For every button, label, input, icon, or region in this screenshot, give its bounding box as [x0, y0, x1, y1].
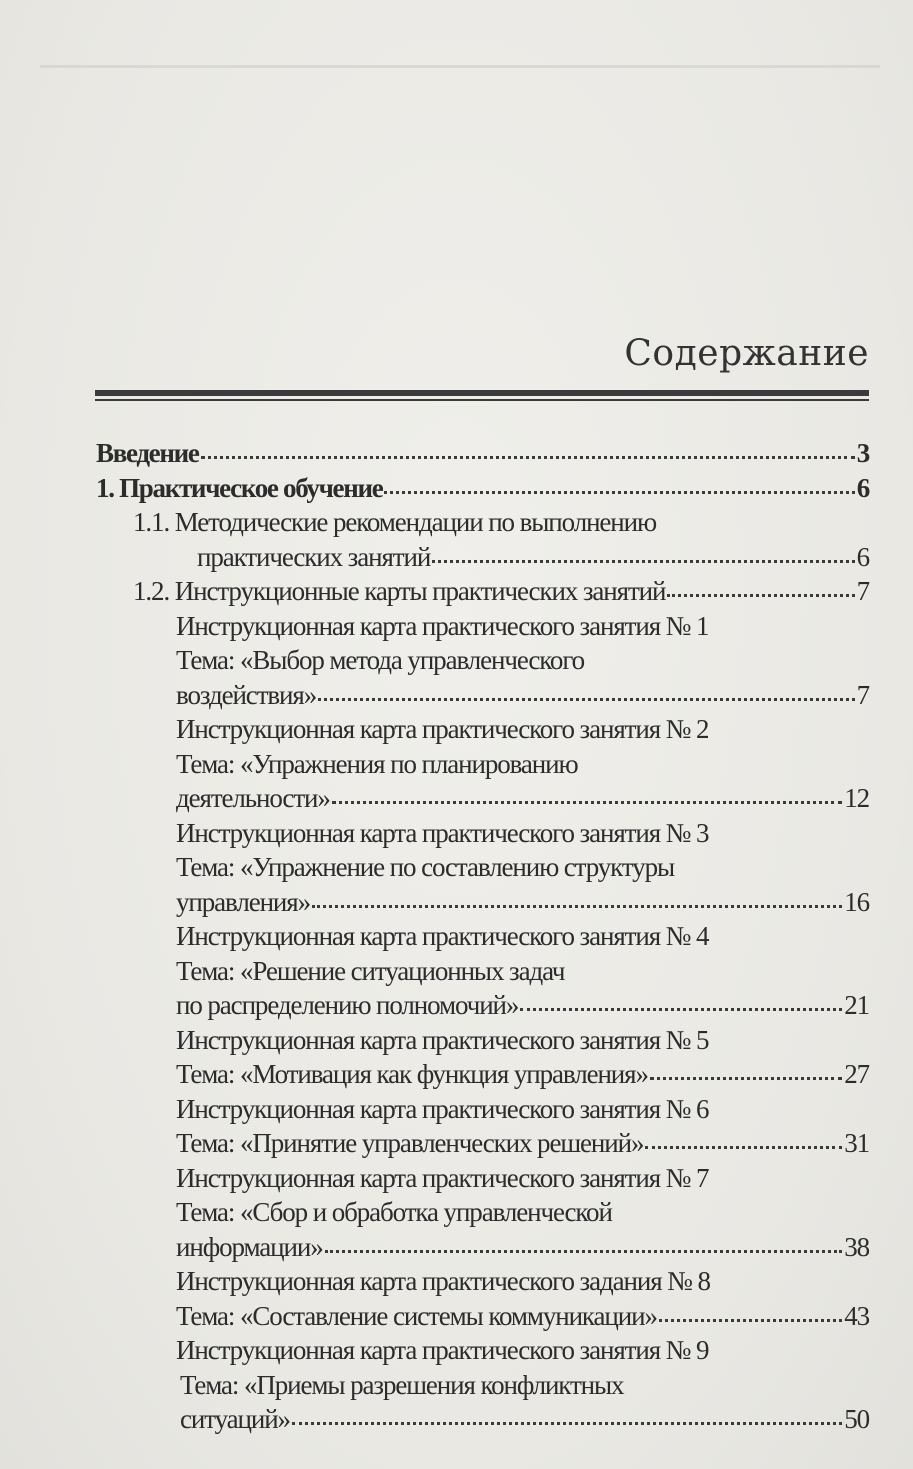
toc-entry[interactable] [96, 988, 869, 1023]
leader-dots [384, 491, 854, 494]
leader-dots [332, 801, 842, 804]
toc-entry-text: Тема: «Принятие управленческих решений» [176, 1128, 644, 1158]
toc-entry[interactable] [96, 678, 869, 713]
toc-entry[interactable] [96, 1126, 869, 1161]
toc-entry-text: Тема: «Составление системы коммуникации» [176, 1300, 657, 1331]
title-rule-thin [95, 399, 869, 401]
toc-entry-text: информации» [176, 1231, 323, 1262]
toc-entry[interactable] [96, 850, 869, 885]
toc-entry-text: Тема: «Мотивация как функция управления» [176, 1059, 648, 1089]
toc-page-number: 38 [844, 1231, 869, 1262]
leader-dots [645, 1146, 842, 1149]
toc-entry[interactable] [96, 816, 869, 851]
toc-entry-text: Инструкционная карта практического занятия № 4 [176, 921, 709, 951]
toc-entry-text: 1. Практическое обучение [96, 472, 383, 503]
toc-entry-text: 1.1. Методические рекомендации по выполнению [133, 507, 657, 537]
toc-page-number: 50 [844, 1404, 869, 1434]
toc-page-number: 6 [856, 541, 869, 572]
toc-entry[interactable] [96, 505, 869, 540]
toc-entry[interactable] [96, 643, 869, 678]
toc-entry-text: Тема: «Выбор метода управленческого [176, 645, 585, 675]
toc-entry[interactable] [96, 471, 869, 506]
toc-page-number: 27 [844, 1059, 869, 1089]
toc-entry[interactable] [96, 1264, 869, 1299]
toc-entry[interactable] [96, 1092, 869, 1127]
title-rule-thick [95, 390, 869, 396]
toc-entry[interactable] [96, 747, 869, 782]
toc-page-number: 16 [844, 886, 869, 917]
leader-dots [650, 1077, 842, 1080]
toc-entry[interactable] [96, 1368, 869, 1403]
leader-dots [325, 1250, 843, 1253]
leader-dots [292, 1422, 842, 1425]
toc-entry-text: Инструкционная карта практического занятия № 6 [176, 1093, 709, 1124]
toc-entry[interactable] [96, 609, 869, 644]
leader-dots [667, 594, 854, 597]
toc-entry-text: Тема: «Решение ситуационных задач [176, 955, 565, 986]
toc-entry[interactable] [96, 1299, 869, 1334]
table-of-contents [96, 436, 869, 1437]
toc-page-number: 21 [844, 990, 869, 1020]
toc-page-number: 12 [844, 783, 869, 813]
toc-entry-text: Инструкционная карта практического задания № 8 [176, 1266, 710, 1296]
toc-entry-text: по распределению полномочий» [176, 990, 519, 1020]
toc-page-number: 6 [856, 472, 869, 503]
toc-entry[interactable] [96, 781, 869, 816]
toc-entry[interactable] [96, 712, 869, 747]
toc-entry-text: Введение [96, 438, 199, 468]
page-title: Содержание [624, 333, 869, 374]
toc-entry-text: Тема: «Приемы разрешения конфликтных [180, 1369, 624, 1400]
leader-dots [432, 560, 854, 563]
leader-dots [520, 1008, 842, 1011]
toc-entry-text: Инструкционная карта практического занятия № 7 [176, 1162, 709, 1193]
toc-page-number: 7 [856, 576, 869, 606]
leader-dots [318, 698, 854, 701]
toc-entry-text: Тема: «Упражнение по составлению структуры [176, 852, 675, 882]
toc-entry[interactable] [96, 540, 869, 575]
leader-dots [659, 1319, 842, 1322]
toc-entry[interactable] [96, 919, 869, 954]
toc-entry-text: Тема: «Упражнения по планированию [176, 748, 578, 779]
toc-entry[interactable] [96, 1161, 869, 1196]
toc-entry-text: Инструкционная карта практического занятия № 2 [176, 714, 709, 744]
toc-entry-text: Тема: «Сбор и обработка управленческой [176, 1197, 612, 1227]
toc-entry-text: ситуаций» [180, 1404, 290, 1434]
toc-entry[interactable] [96, 954, 869, 989]
leader-dots [312, 905, 842, 908]
toc-page-number: 7 [856, 679, 869, 710]
toc-entry-text: деятельности» [176, 783, 330, 813]
toc-entry[interactable] [96, 436, 869, 471]
toc-entry-text: Инструкционная карта практического занятия № 5 [176, 1024, 709, 1055]
toc-entry-text: воздействия» [176, 679, 317, 710]
toc-entry-text: управления» [176, 886, 311, 917]
toc-entry[interactable] [96, 574, 869, 609]
toc-entry[interactable] [96, 1023, 869, 1058]
toc-entry[interactable] [96, 885, 869, 920]
toc-entry[interactable] [96, 1195, 869, 1230]
toc-entry-text: Инструкционная карта практического занятия № 1 [176, 610, 709, 641]
toc-page-number: 31 [844, 1128, 869, 1158]
toc-page-number: 3 [856, 438, 869, 468]
bleed-through-header [40, 28, 880, 68]
toc-entry[interactable] [96, 1230, 869, 1265]
toc-entry-text: практических занятий [197, 541, 431, 572]
toc-page-number: 43 [844, 1300, 869, 1331]
toc-entry-text: 1.2. Инструкционные карты практических занятий [133, 576, 666, 606]
leader-dots [201, 456, 855, 459]
toc-entry[interactable] [96, 1402, 869, 1437]
toc-entry[interactable] [96, 1333, 869, 1368]
toc-entry[interactable] [96, 1057, 869, 1092]
toc-entry-text: Инструкционная карта практического занятия № 9 [176, 1335, 709, 1365]
toc-entry-text: Инструкционная карта практического занятия № 3 [176, 817, 709, 848]
